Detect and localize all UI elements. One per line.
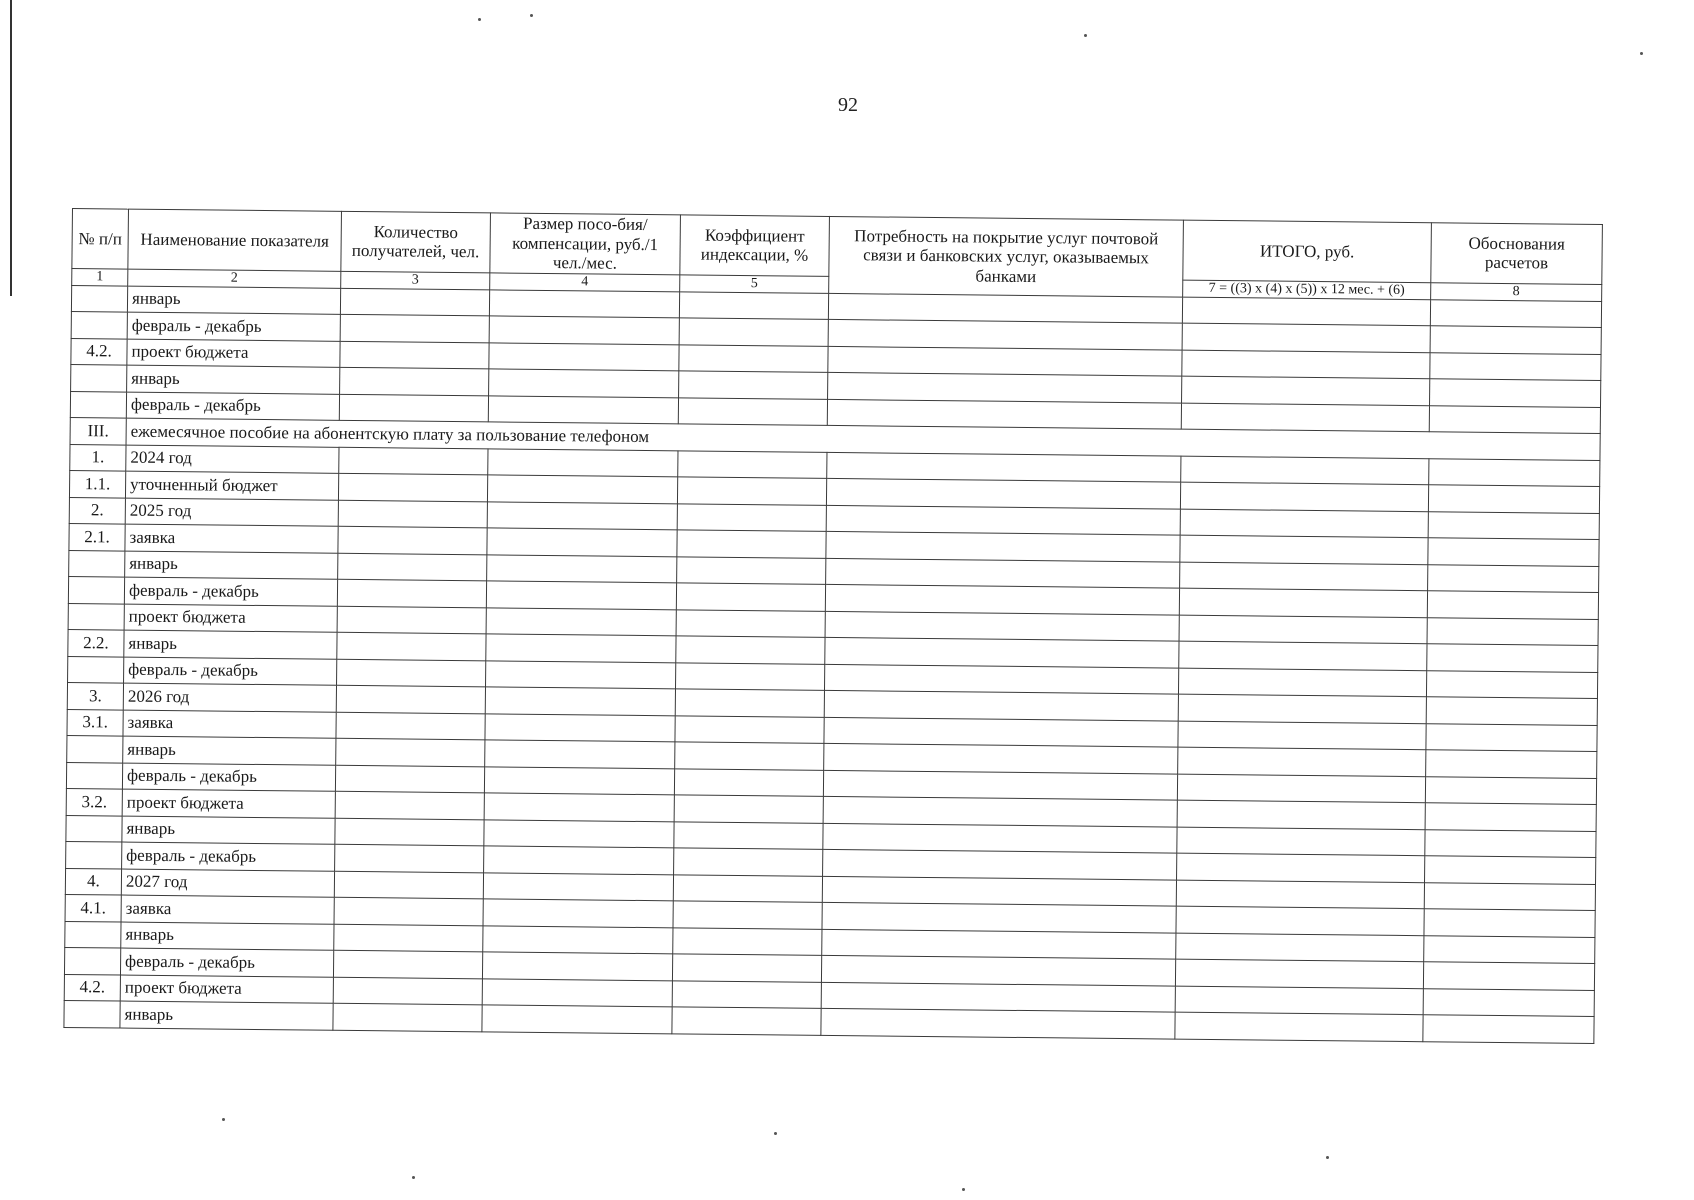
empty-value-cell bbox=[339, 394, 488, 422]
empty-value-cell bbox=[826, 532, 1180, 562]
empty-value-cell bbox=[484, 793, 674, 821]
row-name-cell: ежемесячное пособие на абонентскую плату за пользование телефоном bbox=[126, 418, 1600, 460]
row-name-cell: январь bbox=[127, 286, 340, 315]
col-header-benefit-size: Размер посо-бия/компенсации, руб./1 чел./мес. bbox=[490, 213, 681, 275]
empty-value-cell bbox=[826, 505, 1180, 535]
empty-value-cell bbox=[1430, 326, 1601, 354]
empty-value-cell bbox=[484, 846, 674, 874]
empty-value-cell bbox=[489, 369, 679, 397]
row-name-cell: январь bbox=[127, 365, 340, 394]
empty-value-cell bbox=[1424, 882, 1595, 910]
row-name-cell: 2025 год bbox=[125, 498, 338, 527]
empty-value-cell bbox=[1423, 962, 1594, 990]
scan-speck bbox=[774, 1132, 777, 1135]
col-number-7-formula: 7 = ((3) x (4) x (5)) x 12 мес. + (6) bbox=[1183, 280, 1431, 300]
row-name-cell: январь bbox=[124, 630, 337, 659]
row-name-cell: февраль - декабрь bbox=[126, 392, 339, 421]
row-number-cell: 3. bbox=[67, 683, 123, 710]
row-name-cell: проект бюджета bbox=[124, 604, 337, 633]
empty-value-cell bbox=[1180, 509, 1428, 538]
col-number-1: 1 bbox=[72, 268, 128, 286]
row-name-cell: январь bbox=[121, 922, 334, 951]
empty-value-cell bbox=[1426, 750, 1597, 778]
empty-value-cell bbox=[340, 288, 489, 316]
scan-speck bbox=[1640, 52, 1643, 55]
empty-value-cell bbox=[679, 371, 828, 399]
row-number-cell: 4.2. bbox=[64, 974, 120, 1001]
row-number-cell: 1. bbox=[70, 444, 126, 471]
row-name-cell: февраль - декабрь bbox=[120, 948, 333, 977]
empty-value-cell bbox=[677, 556, 826, 584]
empty-value-cell bbox=[338, 500, 487, 528]
row-number-cell bbox=[68, 577, 124, 604]
row-name-cell: 2026 год bbox=[123, 683, 336, 712]
empty-value-cell bbox=[679, 345, 828, 373]
empty-value-cell bbox=[483, 899, 673, 927]
empty-value-cell bbox=[485, 740, 675, 768]
row-number-cell: 3.2. bbox=[66, 789, 122, 816]
col-header-index-coef: Коэффициент индексации, % bbox=[680, 215, 830, 276]
empty-value-cell bbox=[482, 952, 672, 980]
scan-speck bbox=[222, 1118, 225, 1121]
empty-value-cell bbox=[674, 821, 823, 849]
col-header-number: № п/п bbox=[72, 209, 129, 269]
empty-value-cell bbox=[334, 924, 483, 952]
scan-speck bbox=[962, 1188, 965, 1191]
row-name-cell: февраль - декабрь bbox=[122, 763, 335, 792]
row-number-cell bbox=[66, 762, 122, 789]
empty-value-cell bbox=[487, 502, 677, 530]
empty-value-cell bbox=[675, 662, 824, 690]
empty-value-cell bbox=[676, 583, 825, 611]
empty-value-cell bbox=[1180, 562, 1428, 591]
row-name-cell: 2024 год bbox=[126, 445, 339, 474]
empty-value-cell bbox=[1430, 379, 1601, 407]
empty-value-cell bbox=[484, 766, 674, 794]
empty-value-cell bbox=[826, 558, 1180, 588]
empty-value-cell bbox=[1176, 880, 1424, 909]
empty-value-cell bbox=[679, 318, 828, 346]
empty-value-cell bbox=[333, 1003, 482, 1031]
empty-value-cell bbox=[1423, 988, 1594, 1016]
row-name-cell: заявка bbox=[123, 710, 336, 739]
empty-value-cell bbox=[677, 530, 826, 558]
empty-value-cell bbox=[675, 742, 824, 770]
page-number: 92 bbox=[838, 94, 858, 116]
row-number-cell bbox=[68, 656, 124, 683]
empty-value-cell bbox=[827, 399, 1181, 429]
col-number-3: 3 bbox=[341, 271, 490, 290]
row-number-cell bbox=[70, 391, 126, 418]
empty-value-cell bbox=[337, 579, 486, 607]
empty-value-cell bbox=[1182, 323, 1430, 352]
empty-value-cell bbox=[334, 871, 483, 899]
empty-value-cell bbox=[675, 715, 824, 743]
empty-value-cell bbox=[824, 717, 1178, 747]
empty-value-cell bbox=[1430, 352, 1601, 380]
empty-value-cell bbox=[486, 634, 676, 662]
col-header-name: Наименование показателя bbox=[128, 209, 342, 271]
empty-value-cell bbox=[828, 320, 1182, 350]
empty-value-cell bbox=[678, 398, 827, 426]
empty-value-cell bbox=[1430, 299, 1601, 327]
empty-value-cell bbox=[337, 632, 486, 660]
scan-speck bbox=[530, 14, 533, 17]
empty-value-cell bbox=[675, 689, 824, 717]
col-number-8: 8 bbox=[1431, 282, 1602, 301]
empty-value-cell bbox=[828, 346, 1182, 376]
empty-value-cell bbox=[828, 373, 1182, 403]
row-name-cell: февраль - декабрь bbox=[127, 312, 340, 341]
empty-value-cell bbox=[1182, 297, 1430, 326]
empty-value-cell bbox=[1428, 564, 1599, 592]
empty-value-cell bbox=[824, 691, 1178, 721]
empty-value-cell bbox=[1426, 697, 1597, 725]
row-name-cell: январь bbox=[122, 816, 335, 845]
row-number-cell bbox=[71, 285, 127, 312]
empty-value-cell bbox=[1424, 909, 1595, 937]
empty-value-cell bbox=[488, 396, 678, 424]
empty-value-cell bbox=[821, 982, 1175, 1012]
empty-value-cell bbox=[1175, 959, 1423, 988]
empty-value-cell bbox=[823, 797, 1177, 827]
empty-value-cell bbox=[673, 927, 822, 955]
empty-value-cell bbox=[677, 477, 826, 505]
empty-value-cell bbox=[487, 528, 677, 556]
empty-value-cell bbox=[339, 447, 488, 475]
empty-value-cell bbox=[1178, 668, 1426, 697]
empty-value-cell bbox=[1425, 829, 1596, 857]
empty-value-cell bbox=[1425, 803, 1596, 831]
row-number-cell bbox=[71, 312, 127, 339]
empty-value-cell bbox=[335, 844, 484, 872]
empty-value-cell bbox=[338, 473, 487, 501]
empty-value-cell bbox=[1424, 935, 1595, 963]
empty-value-cell bbox=[1182, 376, 1430, 405]
col-number-5: 5 bbox=[680, 275, 829, 294]
empty-value-cell bbox=[823, 850, 1177, 880]
row-number-cell bbox=[66, 842, 122, 869]
empty-value-cell bbox=[825, 585, 1179, 615]
empty-value-cell bbox=[486, 660, 676, 688]
scan-speck bbox=[412, 1176, 415, 1179]
empty-value-cell bbox=[1177, 853, 1425, 882]
empty-value-cell bbox=[337, 659, 486, 687]
row-name-cell: февраль - декабрь bbox=[124, 577, 337, 606]
empty-value-cell bbox=[336, 738, 485, 766]
empty-value-cell bbox=[340, 367, 489, 395]
empty-value-cell bbox=[828, 293, 1182, 323]
empty-value-cell bbox=[1177, 827, 1425, 856]
row-name-cell: заявка bbox=[125, 524, 338, 553]
empty-value-cell bbox=[333, 950, 482, 978]
empty-value-cell bbox=[825, 611, 1179, 641]
empty-value-cell bbox=[1429, 458, 1600, 486]
row-number-cell bbox=[64, 1001, 120, 1028]
empty-value-cell bbox=[822, 929, 1176, 959]
row-number-cell: 2.1. bbox=[69, 524, 125, 551]
empty-value-cell bbox=[1175, 986, 1423, 1015]
empty-value-cell bbox=[1425, 856, 1596, 884]
row-number-cell: 4.2. bbox=[71, 338, 127, 365]
empty-value-cell bbox=[672, 1007, 821, 1035]
empty-value-cell bbox=[674, 795, 823, 823]
row-number-cell: III. bbox=[70, 418, 126, 445]
empty-value-cell bbox=[823, 823, 1177, 853]
row-number-cell: 3.1. bbox=[67, 709, 123, 736]
empty-value-cell bbox=[677, 503, 826, 531]
empty-value-cell bbox=[340, 314, 489, 342]
empty-value-cell bbox=[676, 609, 825, 637]
empty-value-cell bbox=[824, 664, 1178, 694]
empty-value-cell bbox=[488, 449, 678, 477]
empty-value-cell bbox=[485, 687, 675, 715]
row-name-cell: заявка bbox=[121, 895, 334, 924]
empty-value-cell bbox=[336, 712, 485, 740]
row-number-cell bbox=[69, 550, 125, 577]
empty-value-cell bbox=[487, 555, 677, 583]
scan-speck bbox=[478, 18, 481, 21]
empty-value-cell bbox=[1178, 747, 1426, 776]
row-number-cell: 2.2. bbox=[68, 630, 124, 657]
empty-value-cell bbox=[822, 876, 1176, 906]
row-name-cell: февраль - декабрь bbox=[124, 657, 337, 686]
row-number-cell: 2. bbox=[69, 497, 125, 524]
empty-value-cell bbox=[824, 744, 1178, 774]
empty-value-cell bbox=[1181, 403, 1429, 432]
empty-value-cell bbox=[340, 341, 489, 369]
row-name-cell: январь bbox=[125, 551, 338, 580]
scan-speck bbox=[1084, 34, 1087, 37]
empty-value-cell bbox=[338, 526, 487, 554]
empty-value-cell bbox=[1429, 405, 1600, 433]
empty-value-cell bbox=[1428, 485, 1599, 513]
empty-value-cell bbox=[335, 765, 484, 793]
col-number-2: 2 bbox=[128, 269, 341, 288]
col-header-total: ИТОГО, руб. bbox=[1183, 220, 1432, 282]
empty-value-cell bbox=[486, 608, 676, 636]
row-name-cell: проект бюджета bbox=[122, 789, 335, 818]
scan-speck bbox=[1326, 1156, 1329, 1159]
row-name-cell: проект бюджета bbox=[120, 975, 333, 1004]
empty-value-cell bbox=[1179, 588, 1427, 617]
empty-value-cell bbox=[1426, 723, 1597, 751]
empty-value-cell bbox=[489, 343, 679, 371]
empty-value-cell bbox=[674, 768, 823, 796]
row-name-cell: январь bbox=[123, 736, 336, 765]
empty-value-cell bbox=[1182, 350, 1430, 379]
empty-value-cell bbox=[1180, 535, 1428, 564]
empty-value-cell bbox=[823, 770, 1177, 800]
empty-value-cell bbox=[1177, 800, 1425, 829]
empty-value-cell bbox=[335, 818, 484, 846]
empty-value-cell bbox=[1425, 776, 1596, 804]
empty-value-cell bbox=[1426, 670, 1597, 698]
empty-value-cell bbox=[483, 925, 673, 953]
empty-value-cell bbox=[1175, 1012, 1423, 1041]
empty-value-cell bbox=[1427, 591, 1598, 619]
empty-value-cell bbox=[485, 713, 675, 741]
empty-value-cell bbox=[482, 1005, 672, 1033]
empty-value-cell bbox=[484, 819, 674, 847]
row-name-cell: январь bbox=[120, 1001, 333, 1030]
empty-value-cell bbox=[1428, 511, 1599, 539]
empty-value-cell bbox=[1178, 721, 1426, 750]
empty-value-cell bbox=[676, 636, 825, 664]
empty-value-cell bbox=[337, 606, 486, 634]
empty-value-cell bbox=[489, 290, 679, 318]
empty-value-cell bbox=[825, 638, 1179, 668]
empty-value-cell bbox=[1176, 933, 1424, 962]
empty-value-cell bbox=[679, 292, 828, 320]
empty-value-cell bbox=[487, 475, 677, 503]
empty-value-cell bbox=[486, 581, 676, 609]
empty-value-cell bbox=[827, 452, 1181, 482]
empty-value-cell bbox=[1180, 482, 1428, 511]
table-body bbox=[64, 285, 1602, 1043]
budget-table bbox=[63, 208, 1602, 1044]
row-number-cell: 4.1. bbox=[65, 895, 121, 922]
empty-value-cell bbox=[826, 479, 1180, 509]
row-number-cell bbox=[66, 815, 122, 842]
row-number-cell: 4. bbox=[65, 868, 121, 895]
col-header-postal-bank-need: Потребность на покрытие услуг почтовой связи и банковских услуг, оказываемых банками bbox=[829, 216, 1184, 296]
empty-value-cell bbox=[333, 977, 482, 1005]
empty-value-cell bbox=[672, 980, 821, 1008]
empty-value-cell bbox=[1179, 615, 1427, 644]
row-number-cell bbox=[67, 736, 123, 763]
empty-value-cell bbox=[821, 956, 1175, 986]
row-name-cell: 2027 год bbox=[121, 869, 334, 898]
empty-value-cell bbox=[678, 450, 827, 478]
row-name-cell: проект бюджета bbox=[127, 339, 340, 368]
col-header-justification: Обоснования расчетов bbox=[1431, 223, 1603, 284]
empty-value-cell bbox=[1176, 906, 1424, 935]
col-number-4: 4 bbox=[490, 273, 680, 292]
empty-value-cell bbox=[482, 978, 672, 1006]
empty-value-cell bbox=[1178, 694, 1426, 723]
empty-value-cell bbox=[822, 903, 1176, 933]
row-name-cell: уточненный бюджет bbox=[125, 471, 338, 500]
empty-value-cell bbox=[672, 954, 821, 982]
empty-value-cell bbox=[338, 553, 487, 581]
empty-value-cell bbox=[489, 316, 679, 344]
empty-value-cell bbox=[674, 848, 823, 876]
empty-value-cell bbox=[1427, 617, 1598, 645]
row-name-cell: февраль - декабрь bbox=[122, 842, 335, 871]
empty-value-cell bbox=[1423, 1015, 1594, 1043]
empty-value-cell bbox=[334, 897, 483, 925]
empty-value-cell bbox=[335, 791, 484, 819]
row-number-cell: 1.1. bbox=[69, 471, 125, 498]
scan-margin-line bbox=[10, 0, 12, 296]
row-number-cell bbox=[64, 948, 120, 975]
row-number-cell bbox=[71, 365, 127, 392]
col-header-recipients: Количество получателей, чел. bbox=[341, 211, 491, 272]
empty-value-cell bbox=[336, 685, 485, 713]
empty-value-cell bbox=[1179, 641, 1427, 670]
empty-value-cell bbox=[483, 872, 673, 900]
empty-value-cell bbox=[821, 1009, 1175, 1039]
empty-value-cell bbox=[673, 874, 822, 902]
document-table-wrapper bbox=[63, 208, 1601, 1044]
empty-value-cell bbox=[1428, 538, 1599, 566]
empty-value-cell bbox=[673, 901, 822, 929]
empty-value-cell bbox=[1427, 644, 1598, 672]
empty-value-cell bbox=[1177, 774, 1425, 803]
row-number-cell bbox=[65, 921, 121, 948]
empty-value-cell bbox=[1181, 456, 1429, 485]
row-number-cell bbox=[68, 603, 124, 630]
